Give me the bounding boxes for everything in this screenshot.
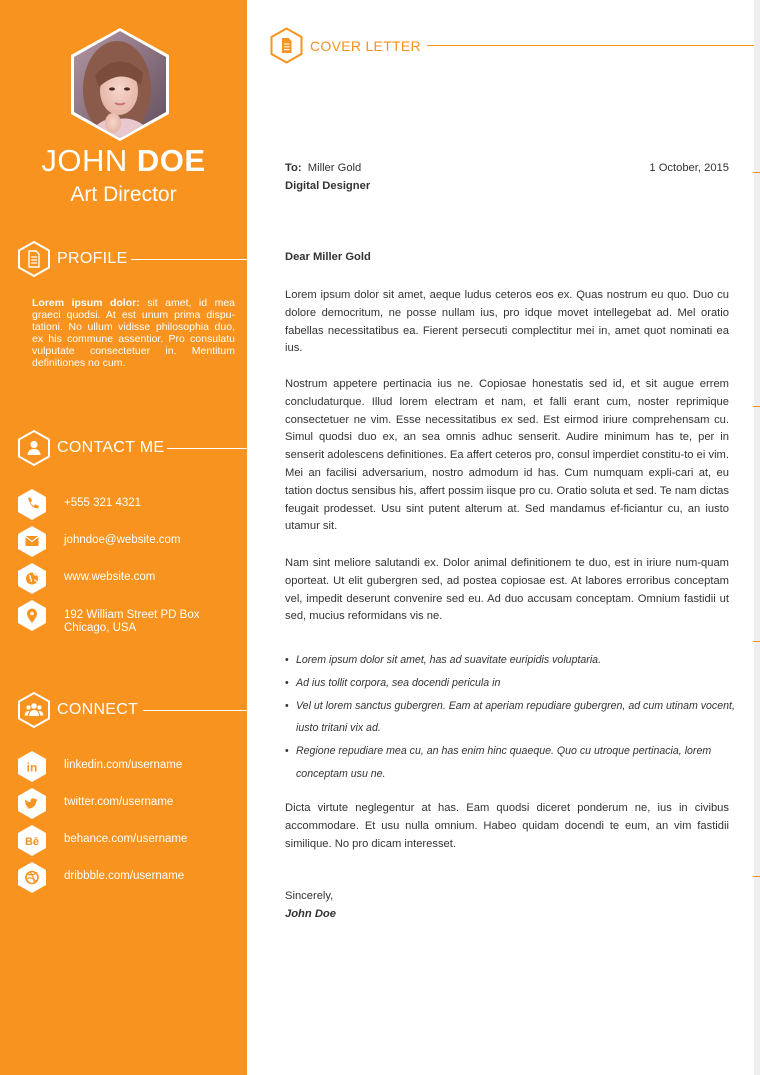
paragraph-3: Nam sint meliore salutandi ex. Dolor animal definitionem te duo, est in iriure num-quam oporteat. Ut elit gubergren sed, ad postea copiosae est. At labores erroribus conceptam vel, impedit deserunt convenire sed eu. Ad duo accusam conceptam. Omnium fastidii ut sed, mucius reformidans vis ne. — [285, 557, 729, 623]
contact-divider — [167, 448, 247, 449]
paragraph-2: Nostrum appetere pertinacia ius ne. Copiosae honestatis sed id, et sit augue errem concludaturque. Illud lorem electram et nam, et falli erant cum, noster reprimique consectetuer ne vim. Esse necessitatibus ex sed. Est eirmod iriure comprehensam cu. Simul quodsi duo ex, an sea omnis adhuc senserit. Audire minimum has te, per in senserit adolescens definitiones. Ea affert ceteros pro, consul imperdiet constitu-to ei vim. Mei an facilisi adversarium, nostro admodum id has. Cum numquam expli-cari at, eu tation doctus sensibus his, affert possim iisque pro cu. Oratio soluta et sed. Te nam dictas feugait prodesset. Usu sint putent alterum at. Sed mandamus ef-ficiantur cu, an iusto utamur sit. — [285, 378, 729, 533]
phone-icon — [18, 489, 46, 520]
social-linkedin-text[interactable]: linkedin.com/username — [64, 759, 183, 771]
recipient-name: Miller Gold — [307, 162, 362, 174]
edge-tick — [753, 406, 760, 407]
address-line-2: Chicago, USA — [64, 622, 137, 634]
globe-icon — [18, 563, 46, 594]
list-item: • Ad ius tollit corpora, sea docendi pericula in — [285, 672, 735, 695]
profile-divider — [131, 259, 247, 260]
social-linkedin — [18, 751, 247, 781]
connect-section-header — [17, 691, 247, 731]
letter-date: 1 October, 2015 — [649, 162, 729, 174]
location-icon — [18, 600, 46, 631]
contact-phone — [18, 489, 247, 519]
contact-phone-text: +555 321 4321 — [64, 497, 142, 509]
profile-section-label: PROFILE — [57, 250, 128, 267]
cover-letter-heading: COVER LETTER — [310, 38, 421, 54]
social-dribbble-text[interactable]: dribbble.com/username — [64, 870, 185, 882]
dribbble-icon — [18, 862, 46, 893]
social-twitter-text[interactable]: twitter.com/username — [64, 796, 174, 808]
email-icon — [18, 526, 46, 557]
connect-divider — [143, 710, 247, 711]
contact-website-text[interactable]: www.website.com — [64, 571, 156, 583]
person-name — [0, 143, 247, 179]
profile-body: sit amet, id mea graeci quodsi. At est unum prima dispu-tationi. No ullum vidisse philosophia duo, ex his commune assentior. Pro consulatu vulputate consectetuer in. Mentitum definitiones no cum. — [32, 297, 235, 369]
address-line-1: 192 William Street PD Box — [64, 609, 200, 621]
contact-website — [18, 563, 247, 593]
signature: John Doe — [285, 908, 336, 920]
closing-paragraph: Dicta virtute neglegentur at has. Eam quodsi diceret ponderum ne, ius in civibus accommodare. Et usu nulla omnium. Habeo quidam docendi te eum, an vim fastidii similique. No pro dicam interesset. — [285, 802, 729, 850]
behance-icon — [18, 825, 46, 856]
first-name: JOHN — [41, 143, 128, 178]
person-title: Art Director — [70, 183, 177, 206]
social-dribbble — [18, 862, 247, 892]
edge-tick — [753, 876, 760, 877]
paragraph-1: Lorem ipsum dolor sit amet, aeque ludus ceteros eos ex. Quas nostrum eu quo. Duo cu dolore democritum, ne posse nullam ius, pro idque movet intellegebat ad. Mel oratio fabellas necessitatibus ea. Fierent persecuti complectitur mei in, amet quot nominati ea ius. — [285, 289, 729, 355]
recipient-line — [285, 162, 361, 174]
edge-tick — [753, 641, 760, 642]
document-icon — [17, 240, 51, 278]
contact-email — [18, 526, 247, 556]
group-icon — [17, 691, 51, 729]
edge-tick — [753, 172, 760, 173]
cover-letter-divider — [427, 45, 754, 46]
salutation: Dear Miller Gold — [285, 251, 371, 263]
profile-photo — [69, 27, 171, 142]
social-twitter — [18, 788, 247, 818]
closing: Sincerely, — [285, 890, 334, 902]
list-item: • Lorem ipsum dolor sit amet, has ad suavitate euripidis voluptaria. — [285, 649, 735, 672]
social-behance — [18, 825, 247, 855]
linkedin-glyph: in — [26, 760, 38, 775]
list-item: • Vel ut lorem sanctus gubergren. Eam at aperiam repudiare gubergren, ad cum utinam vocent, iusto tritani vix ad. — [285, 695, 735, 741]
profile-lead: Lorem ipsum dolor: — [32, 297, 140, 309]
twitter-icon — [18, 788, 46, 819]
profile-text — [32, 297, 235, 369]
contact-section-header — [17, 429, 247, 469]
profile-section-header — [17, 240, 247, 280]
to-label: To: — [285, 162, 302, 174]
list-item: • Regione repudiare mea cu, an has enim hinc quaeque. Quo cu utroque pertinacia, lorem conceptam usu ne. — [285, 740, 735, 786]
connect-section-label: CONNECT — [57, 701, 139, 718]
contact-address-text — [64, 609, 200, 635]
behance-glyph: Bē — [24, 836, 40, 848]
linkedin-icon — [18, 751, 46, 782]
cover-letter-document-icon — [270, 27, 303, 64]
last-name: DOE — [136, 143, 206, 178]
bullet-list — [285, 649, 735, 786]
contact-address — [18, 600, 247, 634]
social-behance-text[interactable]: behance.com/username — [64, 833, 188, 845]
contact-email-text[interactable]: johndoe@website.com — [64, 534, 181, 546]
contact-section-label: CONTACT ME — [57, 439, 165, 456]
recipient-role: Digital Designer — [285, 180, 371, 192]
page-edge — [754, 0, 760, 1075]
user-icon — [17, 429, 51, 467]
sidebar — [0, 0, 247, 1075]
